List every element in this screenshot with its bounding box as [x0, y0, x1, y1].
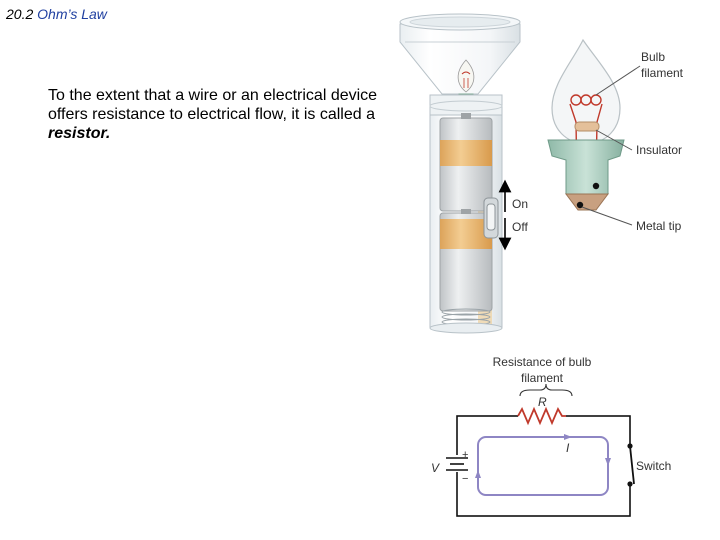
- minus-sign: −: [462, 473, 469, 485]
- insulator-label: Insulator: [636, 143, 683, 157]
- bulb-detail-illustration: [548, 40, 684, 233]
- current-symbol: I: [566, 441, 570, 455]
- switch-on-label: On: [512, 197, 529, 211]
- metal-tip-label: Metal tip: [636, 219, 682, 233]
- resistance-label: Resistance of bulb filament: [492, 355, 592, 385]
- switch-label: Switch: [636, 459, 672, 473]
- resistor-term: resistor.: [48, 125, 111, 142]
- section-title: Ohm’s Law: [37, 6, 107, 22]
- bulb-filament-label: Bulb filament: [641, 50, 684, 80]
- resistor-symbol-label: R: [538, 395, 547, 409]
- circuit-diagram: [431, 355, 671, 516]
- switch-off-label: Off: [512, 220, 528, 234]
- body-text: To the extent that a wire or an electrical device offers resistance to electrical flow, it is called a: [48, 87, 378, 123]
- plus-sign: +: [462, 449, 469, 461]
- flashlight-illustration: [400, 14, 528, 333]
- voltage-symbol: V: [431, 461, 440, 475]
- section-number: 20.2: [6, 6, 34, 22]
- current-loop: [478, 437, 608, 495]
